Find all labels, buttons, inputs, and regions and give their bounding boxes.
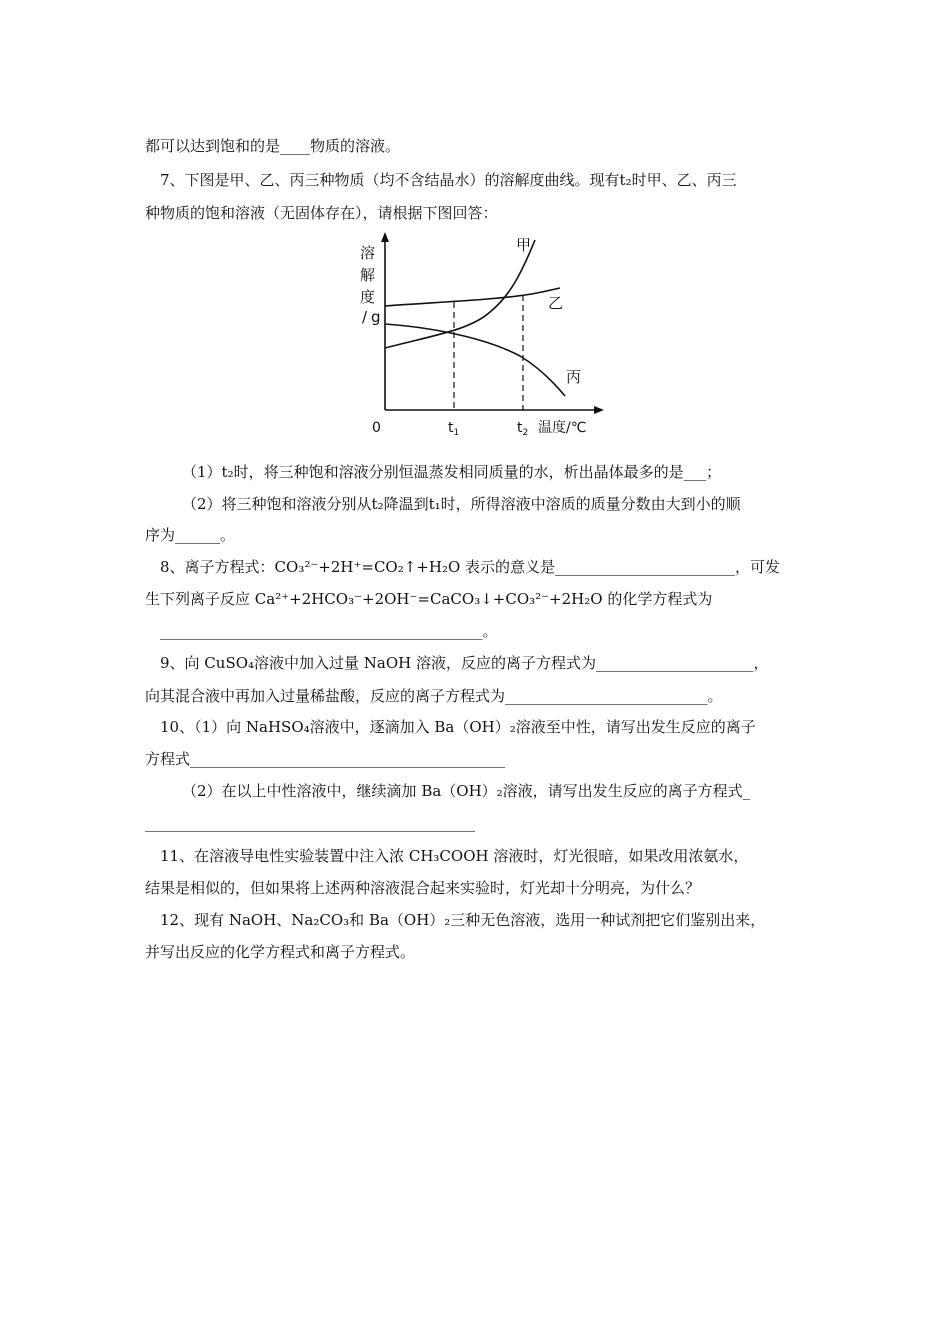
q12-text-1: 12、现有 NaOH、Na₂CO₃和 Ba（OH）₂三种无色溶液，选用一种试剂把它们鉴别出来，: [160, 911, 766, 929]
y-label-char-5: g: [371, 308, 381, 326]
text-line-q6-end: 都可以达到饱和的是____物质的溶液。: [145, 137, 401, 155]
y-label-char-3: 度: [360, 288, 376, 306]
q11-text-1: 11、在溶液导电性实验装置中注入浓 CH₃COOH 溶液时，灯光很暗，如果改用浓氨水，: [160, 847, 749, 865]
q7-part1: （1）t₂时，将三种饱和溶液分别恒温蒸发相同质量的水，析出晶体最多的是___；: [182, 463, 722, 481]
q8-text-1: 8、离子方程式：CO₃²⁻+2H⁺=CO₂↑+H₂O 表示的意义是________________________，可发: [160, 558, 781, 576]
t2-label: [517, 420, 528, 438]
q12-text-2: 并写出反应的化学方程式和离子方程式。: [145, 943, 416, 961]
q7-part2-line1: （2）将三种饱和溶液分别从t₂降温到t₁时，所得溶液中溶质的质量分数由大到小的顺: [182, 495, 741, 513]
curve-label-jia: 甲: [516, 236, 532, 254]
q9-text-1: 9、向 CuSO₄溶液中加入过量 NaOH 溶液，反应的离子方程式为_____________________，: [160, 654, 769, 672]
q11-text-2: 结果是相似的，但如果将上述两种溶液混合起来实验时，灯光却十分明亮，为什么？: [145, 879, 701, 897]
t2-label-main: t: [517, 420, 523, 436]
y-label-char-1: 溶: [360, 244, 376, 262]
q7-text-1: 7、下图是甲、乙、丙三种物质（均不含结晶水）的溶解度曲线。现有t₂时甲、乙、丙三: [160, 171, 737, 189]
q8-answer-blank: ___________________________________________。: [160, 622, 498, 640]
y-label-char-4: /: [362, 308, 368, 326]
q9-text-2: 向其混合液中再加入过量稀盐酸，反应的离子方程式为___________________________。: [145, 687, 723, 705]
q7-text-2: 种物质的饱和溶液（无固体存在），请根据下图回答：: [145, 204, 498, 222]
y-axis-arrow: [381, 232, 389, 242]
q10-text-2: 方程式__________________________________________: [145, 750, 506, 768]
x-axis-arrow: [594, 406, 604, 414]
q7-part2-line2: 序为______。: [145, 526, 236, 544]
q8-text-2: 生下列离子反应 Ca²⁺+2HCO₃⁻+2OH⁻=CaCO₃↓+CO₃²⁻+2H₂O 的化学方程式为: [145, 590, 713, 608]
t1-label: [448, 420, 459, 438]
x-axis-label: 温度/℃: [538, 420, 587, 436]
t2-label-sub: 2: [522, 428, 529, 438]
q10-part2-line1: （2）在以上中性溶液中，继续滴加 Ba（OH）₂溶液，请写出发生反应的离子方程式_: [182, 782, 751, 800]
t1-label-sub: 1: [453, 428, 460, 438]
curve-bing: [385, 324, 565, 396]
q10-part2-blank: ____________________________________________: [145, 814, 475, 832]
curve-jia: [385, 240, 535, 348]
origin-label: 0: [372, 420, 381, 436]
curve-label-yi: 乙: [548, 294, 564, 312]
q10-text-1: 10、（1）向 NaHSO₄溶液中，逐滴加入 Ba（OH）₂溶液至中性，请写出发生反应的离子: [160, 718, 756, 736]
y-label-char-2: 解: [360, 266, 376, 284]
curve-label-bing: 丙: [566, 368, 582, 386]
t1-label-main: t: [448, 420, 454, 436]
curve-yi: [385, 288, 560, 306]
solubility-curve-graph: [340, 232, 610, 442]
